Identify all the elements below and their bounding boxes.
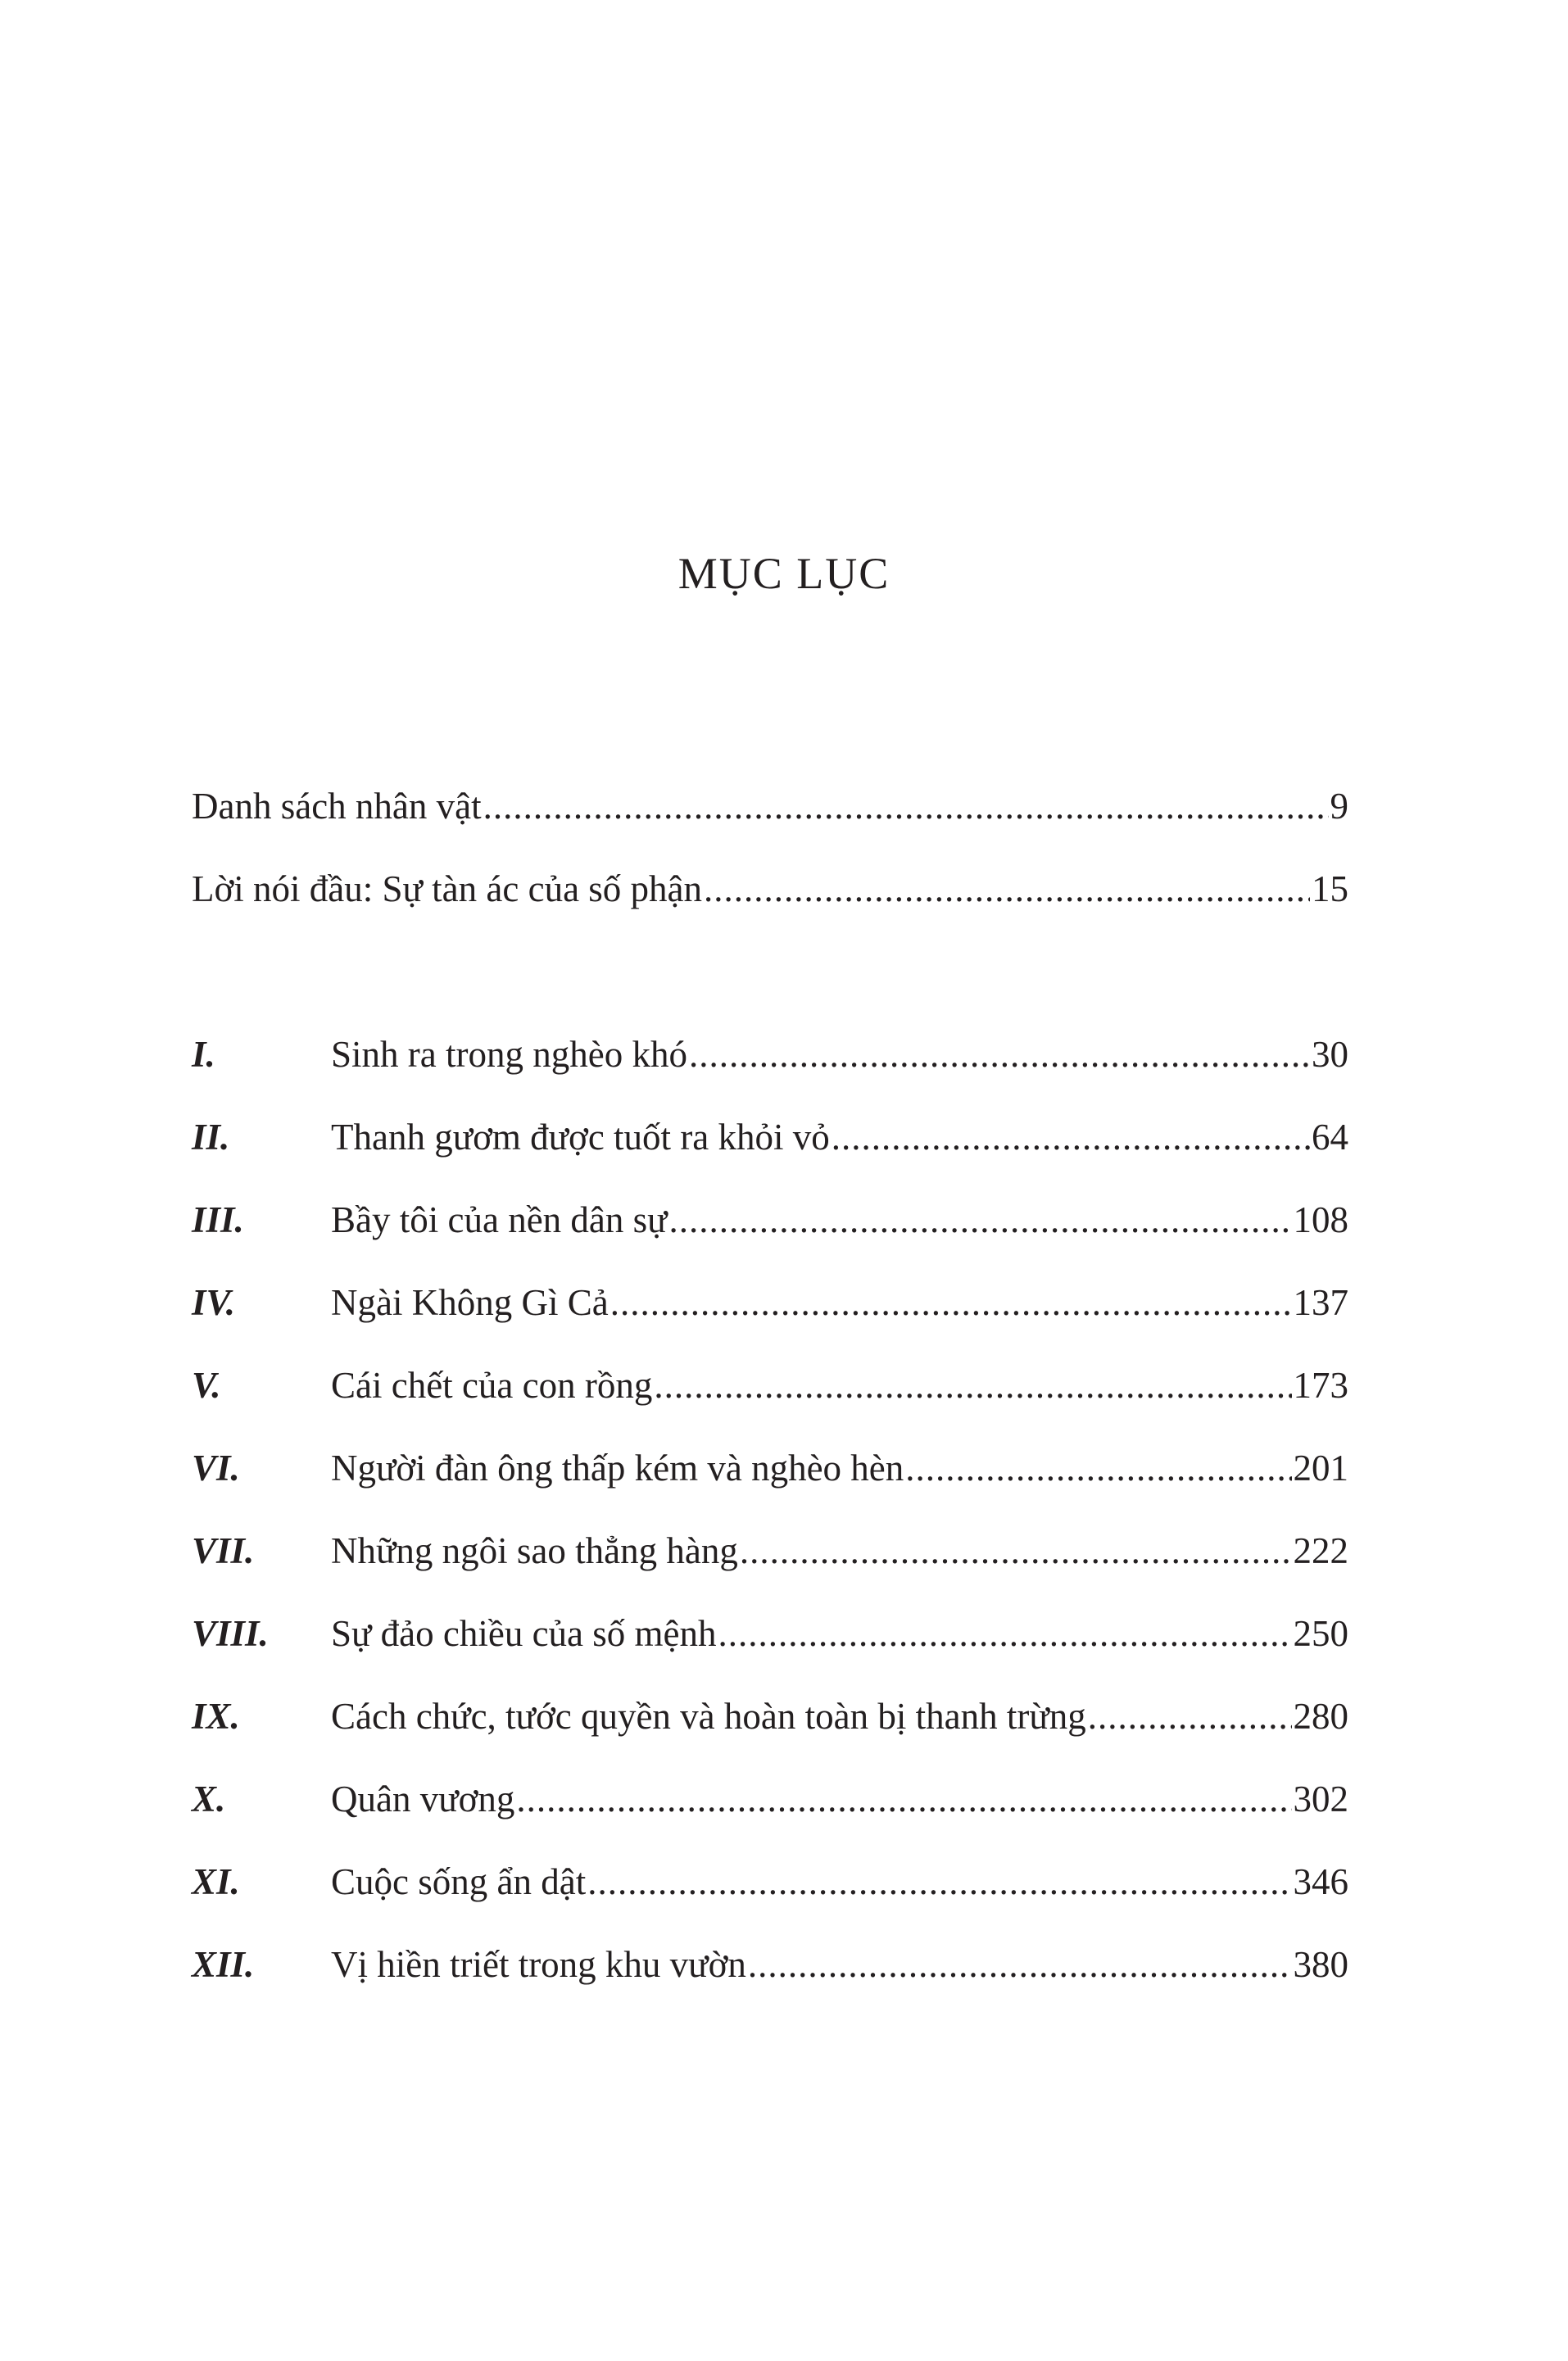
chapter-number: I. bbox=[192, 1034, 215, 1075]
chapter-number: IX. bbox=[192, 1696, 240, 1737]
entry-title: Cái chết của con rồng bbox=[331, 1365, 653, 1406]
entry-title: Sự đảo chiều của số mệnh bbox=[331, 1613, 717, 1654]
dot-leader bbox=[669, 1187, 1292, 1253]
dot-leader bbox=[516, 1766, 1291, 1832]
page-number: 9 bbox=[1330, 786, 1348, 827]
page-number: 346 bbox=[1293, 1861, 1348, 1902]
entry-title: Cách chức, tước quyền và hoàn toàn bị thanh trừng bbox=[331, 1696, 1086, 1737]
chapter-number: X. bbox=[192, 1779, 226, 1819]
toc-entry-chapter[interactable] bbox=[192, 1435, 1348, 1501]
chapter-number: V. bbox=[192, 1365, 221, 1406]
page-number: 30 bbox=[1312, 1034, 1348, 1075]
dot-leader bbox=[587, 1849, 1291, 1915]
page-number: 380 bbox=[1293, 1944, 1348, 1985]
dot-leader bbox=[718, 1601, 1292, 1666]
entry-title: Những ngôi sao thẳng hàng bbox=[331, 1530, 738, 1571]
toc-entry-chapter[interactable] bbox=[192, 1353, 1348, 1418]
chapter-number: XI. bbox=[192, 1861, 240, 1902]
toc-entry-chapter[interactable] bbox=[192, 1932, 1348, 1997]
chapter-number: VI. bbox=[192, 1448, 240, 1489]
page-number: 64 bbox=[1312, 1117, 1348, 1158]
chapter-number: VIII. bbox=[192, 1613, 269, 1654]
dot-leader bbox=[704, 856, 1310, 922]
toc-entry-chapter[interactable] bbox=[192, 1601, 1348, 1666]
entry-title: Ngài Không Gì Cả bbox=[331, 1282, 609, 1323]
entry-title: Lời nói đầu: Sự tàn ác của số phận bbox=[192, 868, 703, 909]
dot-leader bbox=[654, 1353, 1291, 1418]
entry-title: Quân vương bbox=[331, 1779, 515, 1819]
entry-title: Danh sách nhân vật bbox=[192, 786, 482, 827]
dot-leader bbox=[905, 1435, 1291, 1501]
page-number: 222 bbox=[1293, 1530, 1348, 1571]
chapter-number: XII. bbox=[192, 1944, 255, 1985]
dot-leader bbox=[689, 1022, 1310, 1087]
dot-leader bbox=[1088, 1684, 1292, 1749]
page-title: MỤC LỤC bbox=[678, 549, 890, 598]
toc-entry-chapter[interactable] bbox=[192, 1104, 1348, 1170]
entry-title: Sinh ra trong nghèo khó bbox=[331, 1034, 687, 1075]
entry-title: Người đàn ông thấp kém và nghèo hèn bbox=[331, 1448, 904, 1489]
dot-leader bbox=[740, 1518, 1292, 1584]
dot-leader bbox=[832, 1104, 1310, 1170]
page-number: 15 bbox=[1312, 868, 1348, 909]
toc-entry-chapter[interactable] bbox=[192, 1684, 1348, 1749]
toc-entry-chapter[interactable] bbox=[192, 1270, 1348, 1335]
toc-entry-chapter[interactable] bbox=[192, 1849, 1348, 1915]
entry-title: Thanh gươm được tuốt ra khỏi vỏ bbox=[331, 1117, 830, 1158]
page-number: 250 bbox=[1293, 1613, 1348, 1654]
toc-entry-front-matter[interactable] bbox=[192, 856, 1348, 922]
toc-entry-chapter[interactable] bbox=[192, 1187, 1348, 1253]
page-number: 137 bbox=[1293, 1282, 1348, 1323]
chapter-number: VII. bbox=[192, 1530, 255, 1571]
page-number: 201 bbox=[1293, 1448, 1348, 1489]
entry-title: Vị hiền triết trong khu vườn bbox=[331, 1944, 746, 1985]
page-number: 108 bbox=[1293, 1199, 1348, 1240]
toc-entry-chapter[interactable] bbox=[192, 1766, 1348, 1832]
page-number: 302 bbox=[1293, 1779, 1348, 1819]
entry-title: Bầy tôi của nền dân sự bbox=[331, 1199, 668, 1240]
toc-entry-chapter[interactable] bbox=[192, 1022, 1348, 1087]
dot-leader bbox=[483, 773, 1329, 839]
chapter-number: II. bbox=[192, 1117, 230, 1158]
dot-leader bbox=[748, 1932, 1292, 1997]
toc-entry-front-matter[interactable] bbox=[192, 773, 1348, 839]
entry-title: Cuộc sống ẩn dật bbox=[331, 1861, 587, 1902]
toc-entry-chapter[interactable] bbox=[192, 1518, 1348, 1584]
chapter-number: IV. bbox=[192, 1282, 235, 1323]
chapter-number: III. bbox=[192, 1199, 244, 1240]
page-number: 280 bbox=[1293, 1696, 1348, 1737]
page-number: 173 bbox=[1293, 1365, 1348, 1406]
dot-leader bbox=[610, 1270, 1292, 1335]
